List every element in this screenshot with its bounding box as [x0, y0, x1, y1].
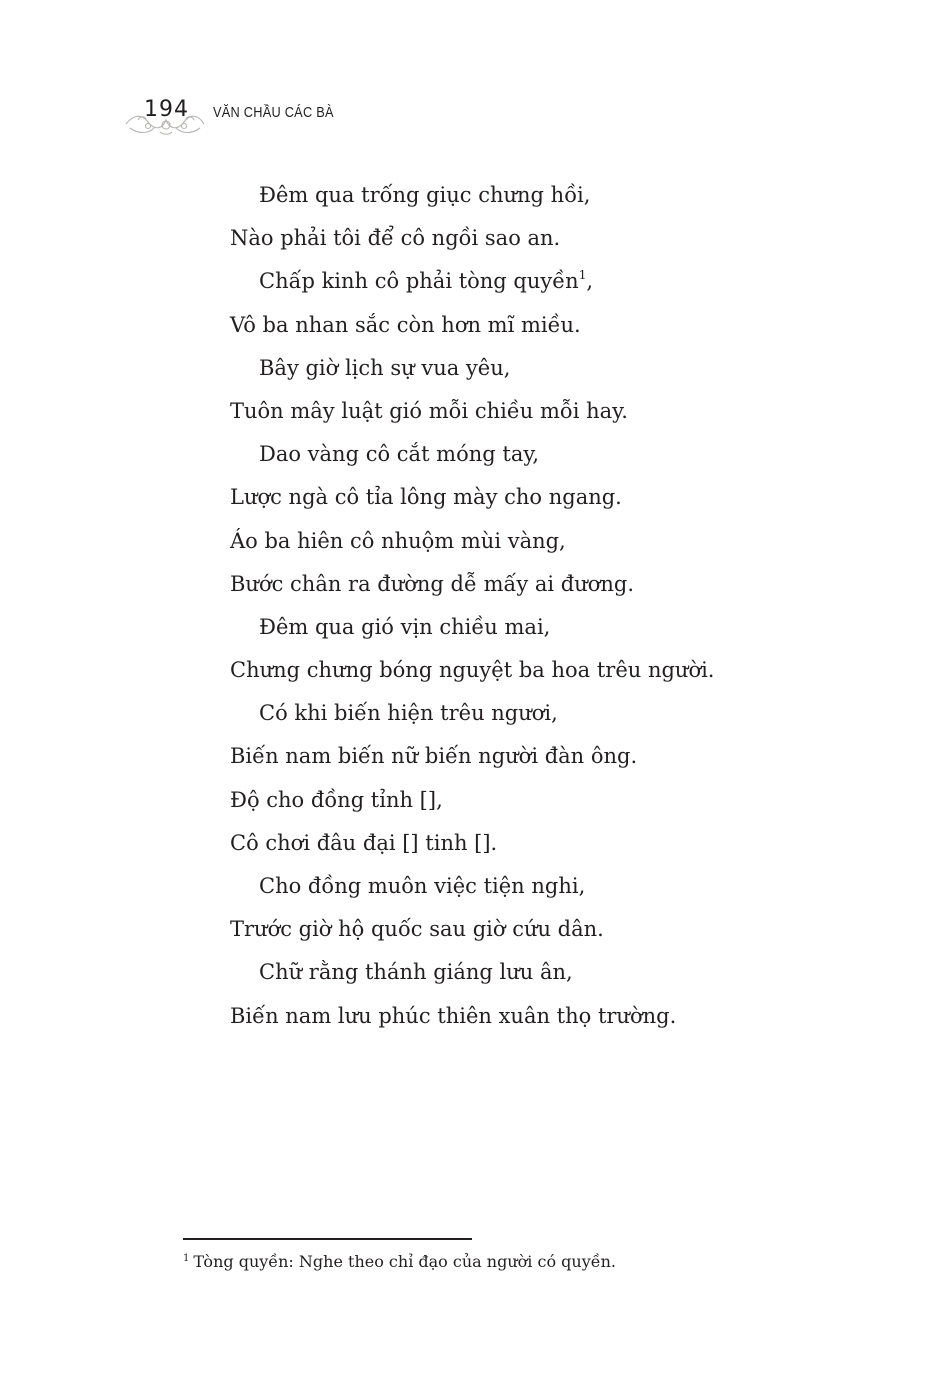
poem-line: Cô chơi đâu đại [] tinh []. — [230, 830, 498, 855]
poem-line: Bước chân ra đường dễ mấy ai đương. — [230, 571, 635, 596]
poem-line: Cho đồng muôn việc tiện nghi, — [259, 874, 586, 898]
poem-line: Đêm qua gió vịn chiều mai, — [259, 614, 551, 639]
poem — [230, 174, 714, 1038]
page-header — [124, 96, 424, 136]
footnote-mark: 1 — [183, 1253, 190, 1264]
poem-line: Trước giờ hộ quốc sau giờ cứu dân. — [230, 917, 604, 942]
poem-line: Đêm qua trống giục chưng hồi, — [259, 183, 591, 207]
poem-line: Chưng chưng bóng nguyệt ba hoa trêu người. — [230, 658, 715, 683]
footnote-text: Tòng quyền: Nghe theo chỉ đạo của người có quyền. — [193, 1252, 616, 1271]
running-title: VĂN CHẦU CÁC BÀ — [213, 104, 334, 121]
poem-line: Độ cho đồng tỉnh [], — [230, 787, 443, 812]
footnote-divider — [183, 1238, 472, 1240]
footnote-reference[interactable]: 1 — [578, 268, 587, 283]
poem-line: Biến nam lưu phúc thiên xuân thọ trường. — [230, 1003, 677, 1028]
poem-line: Dao vàng cô cắt móng tay, — [259, 442, 540, 467]
poem-line-punctuation: , — [586, 269, 594, 294]
poem-line: Vô ba nhan sắc còn hơn mĩ miều. — [230, 312, 581, 337]
page-number: 194 — [144, 97, 189, 122]
poem-line: Bây giờ lịch sự vua yêu, — [259, 355, 511, 380]
poem-line: Áo ba hiên cô nhuộm mùi vàng, — [230, 528, 566, 553]
poem-line: Tuôn mây luật gió mỗi chiều mỗi hay. — [230, 398, 628, 423]
poem-line — [230, 260, 714, 303]
poem-line: Chữ rằng thánh giáng lưu ân, — [259, 960, 573, 985]
poem-line: Nào phải tôi để cô ngồi sao an. — [230, 226, 561, 251]
poem-line: Có khi biến hiện trêu ngươi, — [259, 701, 558, 726]
footnote — [183, 1252, 616, 1271]
poem-line: Biến nam biến nữ biến người đàn ông. — [230, 744, 638, 769]
poem-line-text: Chấp kinh cô phải tòng quyền — [259, 269, 579, 294]
poem-line: Lược ngà cô tỉa lông mày cho ngang. — [230, 485, 622, 510]
